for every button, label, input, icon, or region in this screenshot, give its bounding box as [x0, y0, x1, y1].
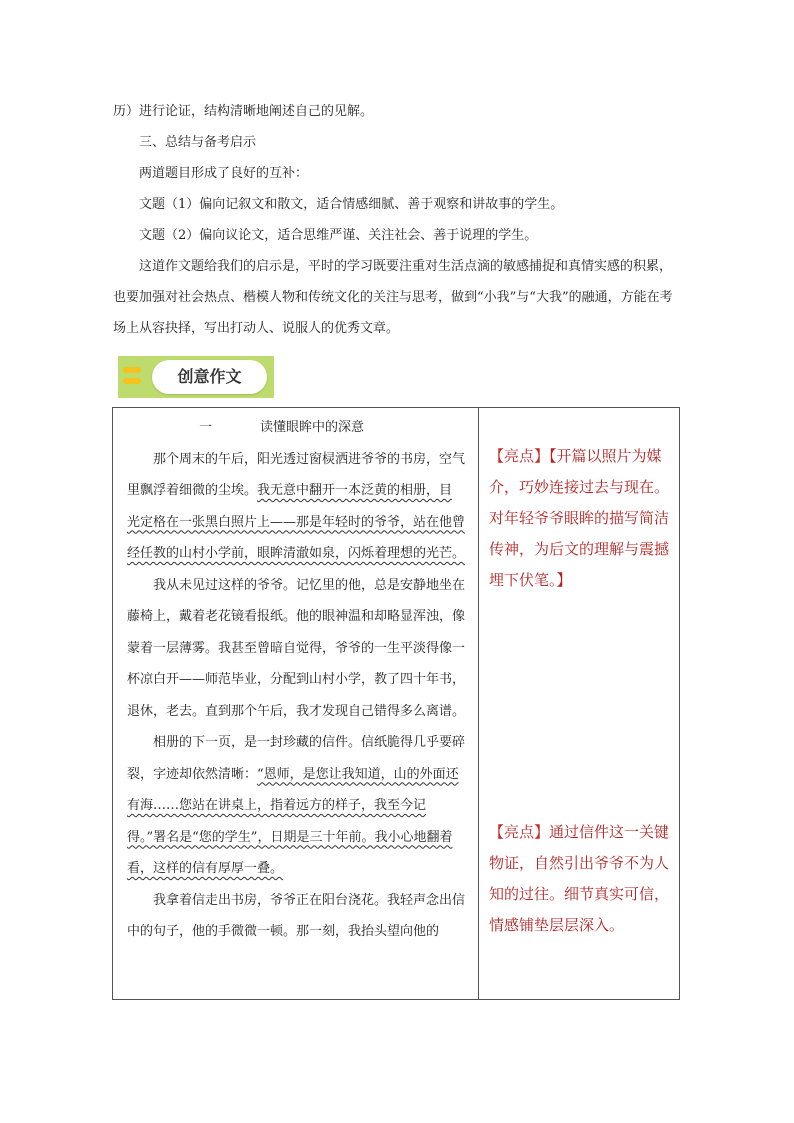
essay-paragraph-1	[127, 444, 465, 570]
complement-line: 两道题目形成了良好的互补：	[139, 166, 309, 181]
essay-column	[127, 412, 465, 948]
intro-section	[113, 96, 683, 344]
essay-p3-underlined: “恩师，是您让我知道，山的外面还有海……您站在讲桌上，指着远方的样子，我至今记得。”署名是“您的学生”，日期是三十年前。我小心地翻着看，这样的信有厚厚一叠。	[127, 766, 459, 876]
option-2-line: 文题（2）偏向议论文，适合思维严谨、关注社会、善于说理的学生。	[139, 228, 538, 243]
section-heading: 三、总结与备考启示	[139, 135, 257, 150]
essay-title-text: 读懂眼眸中的深意	[260, 420, 365, 435]
header-bars-icon	[123, 367, 141, 389]
essay-table	[112, 407, 680, 1000]
essay-paragraph-3	[127, 727, 465, 885]
highlight-text: 通过信件这一关键物证，自然引出爷爷不为人知的过往。细节真实可信，情感铺垫层层深入。	[489, 823, 670, 934]
insight-paragraph: 这道作文题给我们的启示是，平时的学习既要注重对生活点滴的敏感捕捉和真情实感的积累，也要加强对社会热点、楷模人物和传统文化的关注与思考，做到“小我”与“大我”的融通，方能在考场上从容抉择，写出打动人、说服人的优秀文章。	[113, 259, 673, 336]
highlight-tag: 【亮点】	[489, 823, 550, 841]
highlight-tag: 【亮点】	[489, 447, 550, 465]
essay-p1-underlined: 我无意中翻开一本泛黄的相册，目光定格在一张黑白照片上——那是年轻时的爷爷，站在他曾经任教的山村小学前，眼眸清澈如泉，闪烁着理想的光芒。	[127, 483, 466, 561]
section-header-label: 创意作文	[152, 360, 267, 394]
highlight-text: 【开篇以照片为媒介，巧妙连接过去与现在。对年轻爷爷眼眸的描写简洁传神，为后文的理解与震撼埋下伏笔。】	[489, 447, 670, 589]
header-bar	[123, 378, 141, 384]
highlight-note-1	[489, 441, 673, 596]
essay-paragraph-2: 我从未见过这样的爷爷。记忆里的他，总是安静地坐在藤椅上，戴着老花镜看报纸。他的眼神温和却略显浑浊，像蒙着一层薄雾。我甚至曾暗自觉得，爷爷的一生平淡得像一杯凉白开——师范毕业，分配到山村小学，教了四十年书，退休，老去。直到那个午后，我才发现自己错得多么离谱。	[127, 577, 466, 719]
header-bar	[123, 367, 141, 373]
highlight-note-2	[489, 817, 673, 941]
section-header-badge	[118, 356, 278, 398]
intro-paragraph-end: 历）进行论证，结构清晰地阐述自己的见解。	[113, 104, 374, 119]
essay-p1-plain: 那个周末的午后，阳光透过窗棂洒进爷爷的书房，空气里飘浮着细微的尘埃。	[127, 451, 466, 498]
essay-title-number: 一	[199, 420, 213, 435]
option-1-line: 文题（1）偏向记叙文和散文，适合情感细腻、善于观察和讲故事的学生。	[139, 197, 564, 212]
essay-p3-plain: 相册的下一页，是一封珍藏的信件。信纸脆得几乎要碎裂，字迹却依然清晰：	[127, 735, 466, 782]
column-divider	[478, 408, 479, 999]
essay-title	[127, 412, 465, 444]
essay-paragraph-4: 我拿着信走出书房，爷爷正在阳台浇花。我轻声念出信中的句子，他的手微微一顿。那一刻，我抬头望向他的	[127, 892, 466, 939]
